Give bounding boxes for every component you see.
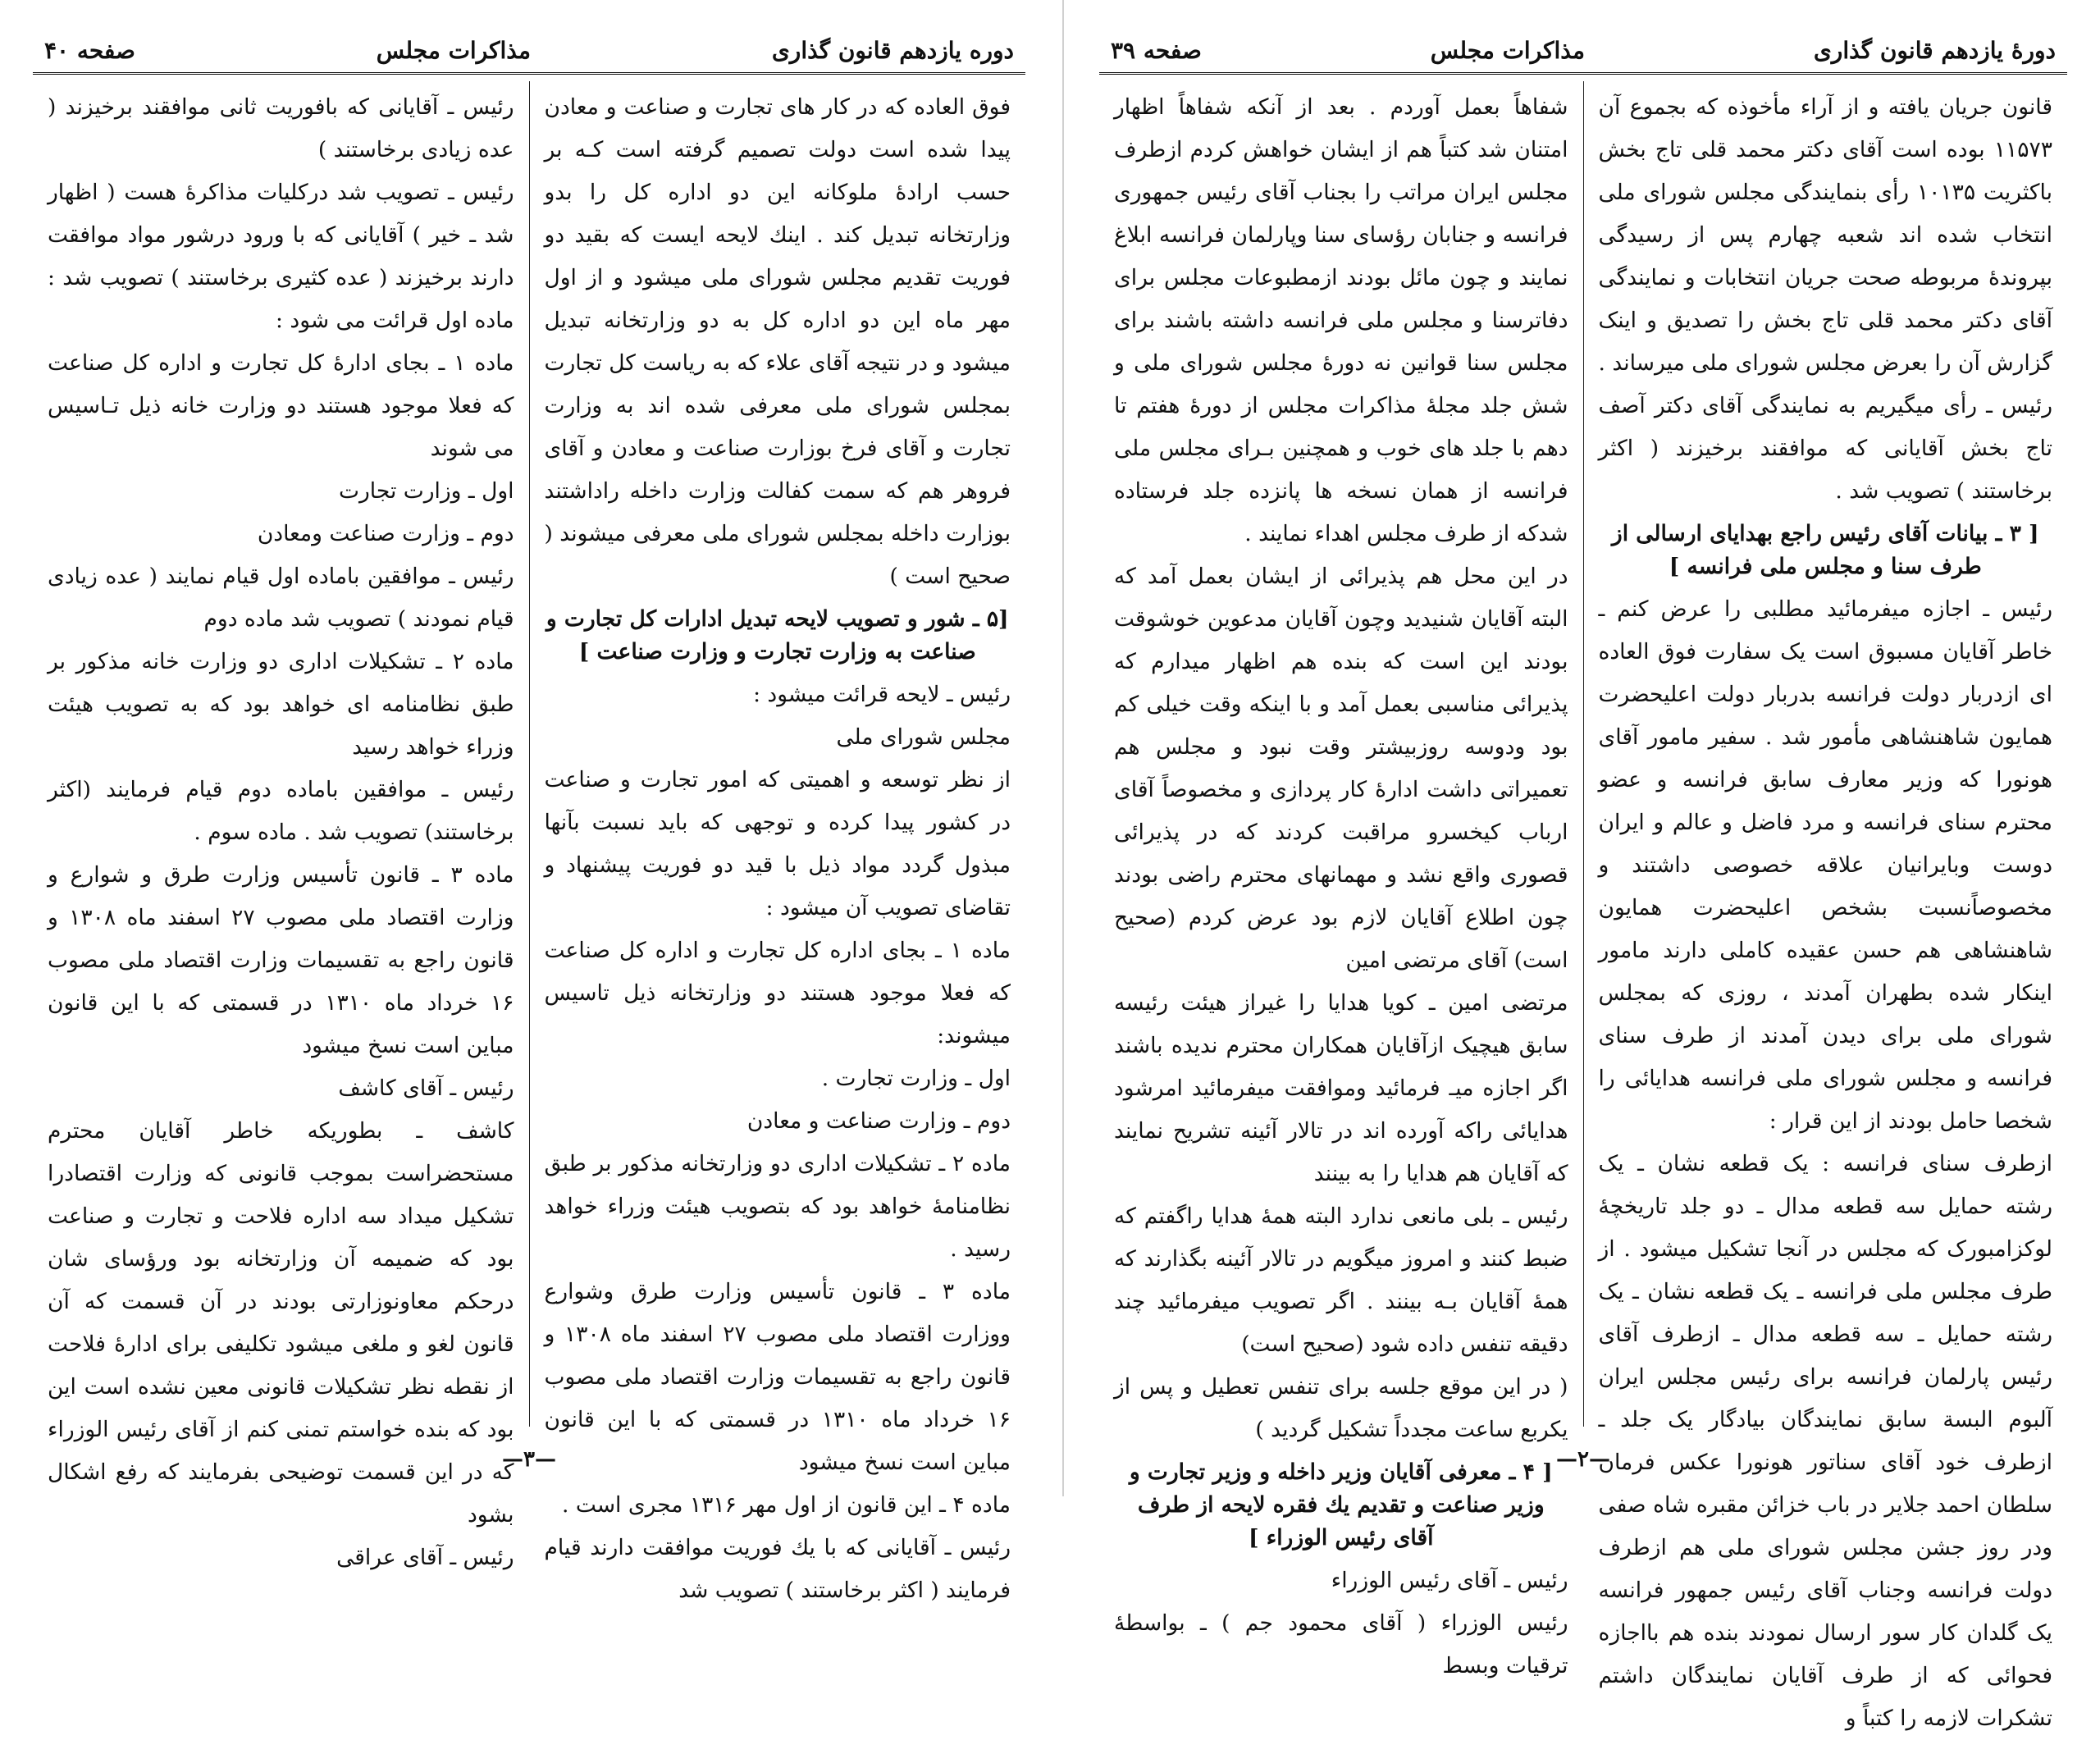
paragraph: رئیس ـ موافقین باماده اول قیام نمایند ( عده زیادی قیام نمودند ) تصویب شد ماده دوم <box>48 564 514 632</box>
paragraph: رئیس ـ بلی مانعی ندارد البته همهٔ هدایا راگفتم که ضبط کنند و امروز میگویم در تالار آئینه بگذارند که همهٔ آقایان بـه بینند . اگر تصویب میفرمائید چند دقیقه تنفس داده شود (صحیح است) <box>1114 1203 1568 1357</box>
paragraph: رئیس ـ آقای رئیس الوزراء <box>1331 1568 1568 1593</box>
header-subtitle: مذاکرات مجلس <box>1430 36 1585 64</box>
columns <box>1099 81 2067 1731</box>
paragraph: رئیس ـ لایحه قرائت میشود : <box>753 682 1011 707</box>
paragraph: رئیس ـ تصویب شد درکلیات مذاکرهٔ هست ( اظهار شد ـ خیر ) آقایانی که با ورود درشور مواد موافقت دارند برخیزند ( عده کثیری برخاستند ) تصویب شد : ماده اول قرائت می شود : <box>48 180 514 333</box>
paragraph: [۵ ـ شور و تصویب لایحه تبدیل ادارات کل تجارت و صناعت به وزارت تجارت و وزارت صناعت ] <box>546 606 1009 664</box>
text-column <box>1099 81 1584 1678</box>
page-footer: —۲— <box>1556 1447 1610 1472</box>
paragraph: ماده ۱ ـ بجای ادارهٔ کل تجارت و اداره کل صناعت که فعلا موجود هستند دو وزارت خانه ذیل تـاسیس می شوند <box>48 350 514 461</box>
paragraph: ماده ۲ ـ تشکیلات اداری دو وزارت خانه مذکور بر طبق نظامنامه ای خواهد بود که به تصویب هیئت وزراء خواهد رسید <box>48 649 514 760</box>
paragraph: [ ۳ ـ بیانات آقای رئیس راجع بهدایای ارسالی از طرف سنا و مجلس ملی فرانسه ] <box>1611 521 2039 579</box>
paragraph: کاشف ـ بطوریکه خاطر آقایان محترم مستحضراست بموجب قانونی که وزارت اقتصادرا تشکیل میداد سه اداره فلاحت و تجارت و صناعت بود که ضمیمه آن وزارتخانه بود ورؤسای شان درحکم معاونوزارتی بودند در آن قسمت که آن قانون لغو و ملغی میشود تکلیفی برای ادارهٔ فلاحت از نقطه نظر تشکیلات قانونی معین نشده است این بود که بنده خواستم تمنی کنم از آقای رئیس الوزراء که در این قسمت توضیحی بفرمایند که رفع اشکال بشود <box>48 1118 514 1528</box>
left-page <box>0 0 1058 1603</box>
text-column <box>530 81 1026 1603</box>
paragraph: مرتضی امین ـ کویا هدایا را غیراز هیئت رئیسه سابق هیچیک ازآقایان همکاران محترم ندیده باشند اگر اجازه میـ فرمائید وموافقت میفرمائید امرشود هدایائی راکه آورده اند در تالار آئینه تشریح نمایند که آقایان هم هدایا را به بینند <box>1114 990 1568 1186</box>
paragraph: رئیس ـ آقایانی که بافوریت ثانی موافقند برخیزند ( عده زیادی برخاستند ) <box>48 94 514 162</box>
header-title: دوره یازدهم قانون گذاری <box>771 36 1014 64</box>
book-spine <box>1062 0 1064 1496</box>
paragraph: اول ـ وزارت تجارت . <box>821 1066 1011 1091</box>
paragraph: رئیس ـ آقایانی که با یك فوریت موافقت دارند قیام فرمایند ( اکثر برخاستند ) تصویب شد <box>544 1535 1011 1603</box>
paragraph: قانون جریان یافته و از آراء مأخوذه که بجموع آن ۱۱۵۷۳ بوده است آقای دکتر محمد قلی تاج بخش باکثریت ۱۰۱۳۵ رأی بنمایندگی مجلس شورای ملی انتخاب شده اند شعبه چهارم پس از رسیدگی بپروندهٔ مربوطه صحت جریان انتخابات و نمایندگی آقای دکتر محمد قلی تاج بخش را تصدیق و اینک گزارش آن را بعرض مجلس شورای ملی میرساند . <box>1598 94 2052 376</box>
paragraph: رئیس ـ موافقین باماده دوم قیام فرمایند (اکثر برخاستند) تصویب شد . ماده سوم . <box>48 777 514 845</box>
paragraph: [ ۴ ـ معرفی آقایان وزیر داخله و وزیر تجارت و وزیر صناعت و تقدیم یك فقره لایحه از طرف آقای رئیس الوزراء ] <box>1129 1459 1553 1550</box>
paragraph: اول ـ وزارت تجارت <box>339 478 514 504</box>
paragraph: ماده ۱ ـ بجای اداره کل تجارت و اداره کل صناعت که فعلا موجود هستند دو وزارتخانه ذیل تاسیس میشوند: <box>544 938 1011 1048</box>
page-header <box>33 28 1025 75</box>
text-column <box>33 81 530 1570</box>
text-column <box>1584 81 2068 1731</box>
page-footer: —۳— <box>502 1447 556 1472</box>
page-number: صفحه ۳۹ <box>1111 36 1202 64</box>
paragraph: رئیس ـ اجازه میفرمائید مطلبی را عرض کنم ـ خاطر آقایان مسبوق است یک سفارت فوق العاده ای ازدربار دولت فرانسه بدربار دولت اعلیحضرت همایون شاهنشاهی مأمور شد . سفیر مامور آقای هونورا که وزیر معارف سابق فرانسه و عضو محترم سنای فرانسه و مرد فاضل و عالم و ایران دوست وبایرانیان علاقه خصوصی داشتند و مخصوصاًنسبت بشخص اعلیحضرت همایون شاهنشاهی هم حسن عقیده کاملی دارند مامور اینکار شده بطهران آمدند ، روزی که بمجلس شورای ملی برای دیدن آمدند از طرف سنای فرانسه و مجلس شورای ملی فرانسه هدایائی را شخصا حامل بودند از این قرار : <box>1598 596 2052 1134</box>
right-page <box>1066 0 2100 1731</box>
paragraph: رئیس الوزراء ( آقای محمود جم ) ـ بواسطهٔ ترقیات وبسط <box>1114 1610 1568 1678</box>
paragraph: رئیس ـ آقای کاشف <box>338 1076 514 1101</box>
paragraph: از نظر توسعه و اهمیتی که امور تجارت و صناعت در کشور پیدا کرده و توجهی که باید نسبت بآنها مبذول گردد مواد ذیل با قید دو فوریت پیشنهاد و تقاضای تصویب آن میشود : <box>544 767 1011 920</box>
paragraph: رئیس ـ آقای عراقی <box>336 1545 514 1570</box>
paragraph: مجلس شورای ملی <box>836 724 1011 750</box>
paragraph: رئیس ـ رأی میگیریم به نمایندگی آقای دکتر آصف تاج بخش آقایانی که موافقند برخیزند ( اکثر برخاستند ) تصویب شد . <box>1598 393 2052 504</box>
header-subtitle: مذاکرات مجلس <box>376 36 531 64</box>
page-number: صفحه ۴۰ <box>44 36 135 64</box>
paragraph: شفاهاً بعمل آوردم . بعد از آنکه شفاهاً اظهار امتنان شد کتباً هم از ایشان خواهش کردم ازطرف مجلس ایران مراتب را بجناب آقای رئیس جمهوری فرانسه و جنابان رؤسای سنا وپارلمان فرانسه ابلاغ نمایند و چون مائل بودند ازمطبوعات مجلس برای دفاترسنا و مجلس ملی فرانسه داشته باشند برای مجلس سنا قوانین نه دورهٔ مجلس شورای ملی و شش جلد مجلهٔ مذاکرات مجلس از دورهٔ هفتم تا دهم با جلد های خوب و همچنین بـرای مجلس ملی فرانسه از همان نسخه ها پانزده جلد فرستاده شدکه از طرف مجلس اهداء نمایند . <box>1114 94 1568 546</box>
page-header <box>1099 28 2067 75</box>
paragraph: ماده ۳ ـ قانون تأسیس وزارت طرق وشوارع ووزارت اقتصاد ملی مصوب ۲۷ اسفند ماه ۱۳۰۸ و قانون راجع به تقسیمات وزارت اقتصاد ملی مصوب ۱۶ خرداد ماه ۱۳۱۰ در قسمتی که با این قانون مباین است نسخ میشود <box>544 1279 1011 1475</box>
paragraph: در این محل هم پذیرائی از ایشان بعمل آمد که البته آقایان شنیدید وچون آقایان مدعوین خوشوقت بودند این است که بنده هم اظهار میدارم که پذیرائی مناسبی بعمل آمد و با اینکه وقت خیلی کم بود ودوسه روزبیشتر وقت نبود و مجلس هم تعمیراتی داشت ادارهٔ کار پردازی و مخصوصاً آقای ارباب کیخسرو مراقبت کردند که در پذیرائی قصوری واقع نشد و مهمانهای محترم راضی بودند چون اطلاع آقایان لازم بود عرض کردم (صحیح است) آقای مرتضی امین <box>1114 564 1568 973</box>
paragraph: ( در این موقع جلسه برای تنفس تعطیل و پس از یکربع ساعت مجدداً تشکیل گردید ) <box>1114 1374 1568 1442</box>
paragraph: ماده ۳ ـ قانون تأسیس وزارت طرق و شوارع و وزارت اقتصاد ملی مصوب ۲۷ اسفند ماه ۱۳۰۸ و قانون راجع به تقسیمات وزارت اقتصاد ملی مصوب ۱۶ خرداد ماه ۱۳۱۰ در قسمتی که با این قانون مباین است نسخ میشود <box>48 862 514 1058</box>
columns <box>33 81 1025 1603</box>
header-title: دورهٔ یازدهم قانون گذاری <box>1813 36 2056 64</box>
paragraph: ماده ۲ ـ تشکیلات اداری دو وزارتخانه مذکور بر طبق نظامنامهٔ خواهد بود که بتصویب هیئت وزراء خواهد رسید . <box>544 1151 1011 1262</box>
paragraph: ماده ۴ ـ این قانون از اول مهر ۱۳۱۶ مجری است . <box>561 1492 1011 1518</box>
paragraph: ازطرف سنای فرانسه : یک قطعه نشان ـ یک رشته حمایل سه قطعه مدال ـ دو جلد تاریخچهٔ لوکزامبورک که مجلس در آنجا تشکیل میشود . از طرف مجلس ملی فرانسه ـ یک قطعه نشان ـ یک رشته حمایل ـ سه قطعه مدال ـ ازطرف آقای رئیس پارلمان فرانسه برای رئیس مجلس ایران آلبوم البسة سابق نمایندگان بیادگار یک جلد ـ ازطرف خود آقای سناتور هونورا عکس فرمان سلطان احمد جلایر در باب خزائن مقبره شاه صفی ودر روز جشن مجلس شورای ملی هم ازطرف دولت فرانسه وجناب آقای رئیس جمهور فرانسه یک گلدان کار سور ارسال نمودند بنده هم بااجازه فحوائی که از طرف آقایان نمایندگان داشتم تشکرات لازمه را کتباً و <box>1598 1151 2052 1731</box>
paragraph: فوق العاده که در کار های تجارت و صناعت و معادن پیدا شده است دولت تصمیم گرفته است کـه بر حسب ارادهٔ ملوکانه این دو اداره کل را بدو وزارتخانه تبدیل کند . اینك لایحه ایست که بقید دو فوریت تقدیم مجلس شورای ملی میشود و از اول مهر ماه این دو اداره کل به دو وزارتخانه تبدیل میشود و در نتیجه آقای علاء که به ریاست کل تجارت بمجلس شورای ملی معرفی شده اند به وزارت تجارت و آقای فرخ بوزارت صناعت و معادن و آقای فروهر هم که سمت کفالت وزارت داخله راداشتند بوزارت داخله بمجلس شورای ملی معرفی میشوند ( صحیح است ) <box>544 94 1011 589</box>
paragraph: دوم ـ وزارت صناعت ومعادن <box>257 521 514 546</box>
paragraph: دوم ـ وزارت صناعت و معادن <box>746 1108 1011 1134</box>
